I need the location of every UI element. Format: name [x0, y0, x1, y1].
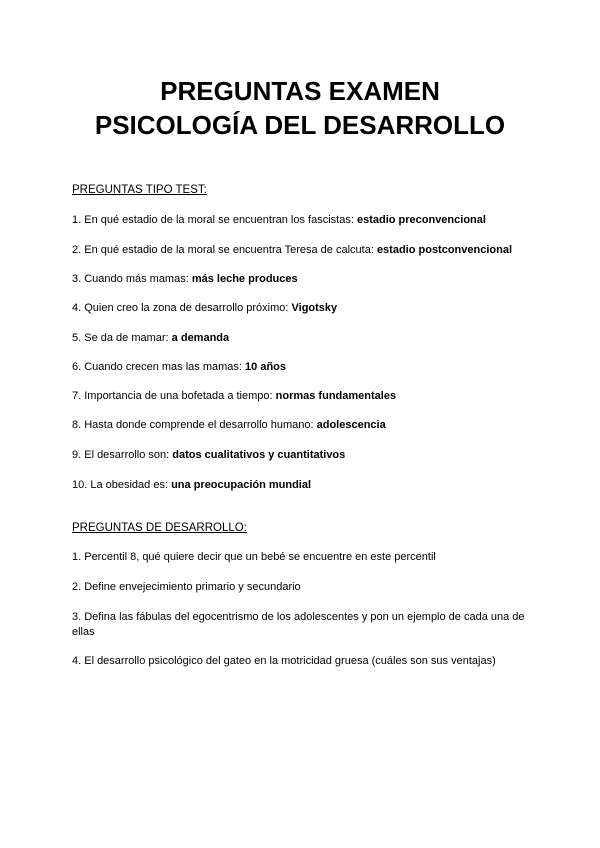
development-question-4: 4. El desarrollo psicológico del gateo en la motricidad gruesa (cuáles son sus ventajas) — [72, 655, 496, 667]
answer-text: adolescencia — [316, 419, 386, 431]
test-question-4 — [72, 301, 532, 316]
test-question-10 — [72, 478, 532, 493]
question-text: 4. Quien creo la zona de desarrollo próximo: — [72, 302, 292, 314]
question-text: 9. El desarrollo son: — [72, 449, 173, 461]
test-question-9 — [72, 448, 532, 463]
title-line-2: PSICOLOGÍA DEL DESARROLLO — [94, 110, 506, 140]
question-text: 3. Cuando más mamas: — [72, 273, 192, 285]
test-section-heading: PREGUNTAS TIPO TEST: — [72, 184, 207, 196]
answer-text: 10 años — [245, 361, 286, 373]
answer-text: más leche produces — [191, 273, 298, 285]
test-question-8 — [72, 418, 532, 433]
answer-text: estadio preconvencional — [356, 214, 486, 226]
question-text: 10. La obesidad es: — [72, 479, 172, 491]
answer-text: estadio postconvencional — [376, 244, 513, 256]
test-question-2 — [72, 243, 532, 258]
test-question-6 — [72, 360, 532, 375]
answer-text: a demanda — [171, 332, 230, 344]
question-text: 5. Se da de mamar: — [72, 332, 172, 344]
development-question-3: 3. Defina las fábulas del egocentrismo de los adolescentes y pon un ejemplo de cada una de ellas — [72, 611, 525, 638]
answer-text: normas fundamentales — [275, 390, 397, 402]
title-line-1: PREGUNTAS EXAMEN — [160, 76, 440, 106]
question-text: 1. En qué estadio de la moral se encuentran los fascistas: — [72, 214, 357, 226]
document-title — [0, 74, 600, 142]
answer-text: una preocupación mundial — [171, 479, 312, 491]
development-question-2: 2. Define envejecimiento primario y secundario — [72, 581, 301, 593]
test-question-7 — [72, 389, 532, 404]
answer-text: Vigotsky — [291, 302, 338, 314]
answer-text: datos cualitativos y cuantitativos — [172, 449, 346, 461]
test-question-1 — [72, 213, 532, 228]
development-section-heading: PREGUNTAS DE DESARROLLO: — [72, 522, 247, 534]
question-text: 7. Importancia de una bofetada a tiempo: — [72, 390, 276, 402]
question-text: 2. En qué estadio de la moral se encuentra Teresa de calcuta: — [72, 244, 377, 256]
question-text: 8. Hasta donde comprende el desarrollo humano: — [72, 419, 317, 431]
test-question-3 — [72, 272, 532, 287]
test-question-5 — [72, 331, 532, 346]
development-question-1: 1. Percentil 8, qué quiere decir que un bebé se encuentre en este percentil — [72, 551, 436, 563]
question-text: 6. Cuando crecen mas las mamas: — [72, 361, 246, 373]
